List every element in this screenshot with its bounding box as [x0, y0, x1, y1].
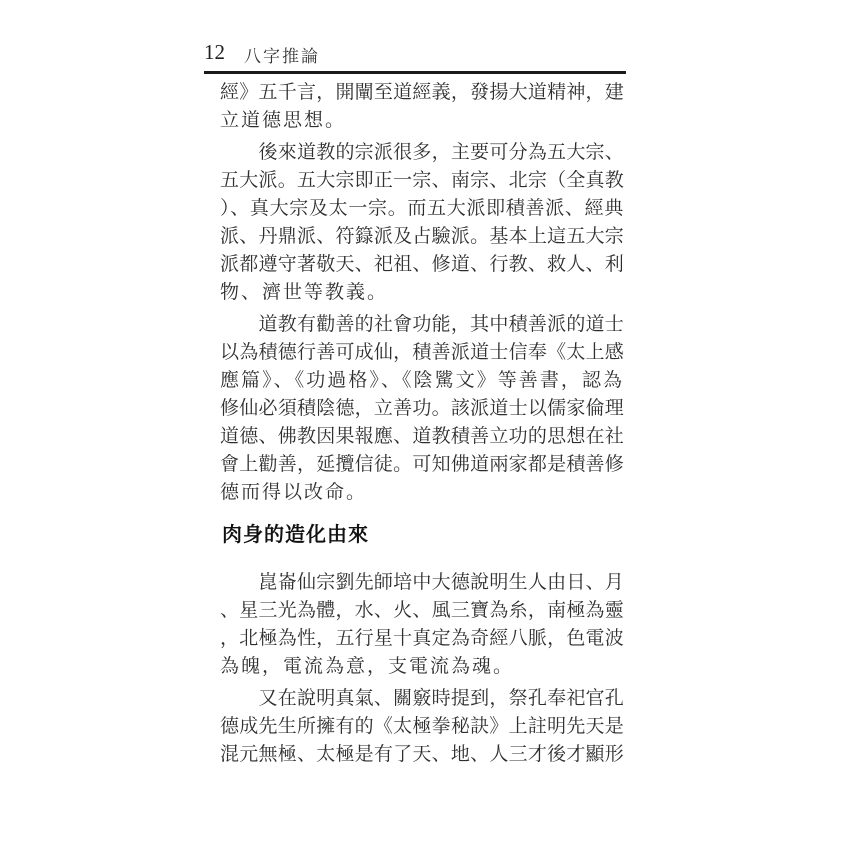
- text-line: 經》五千言，開闡至道經義，發揚大道精神，建: [220, 81, 625, 103]
- body-text: [220, 78, 624, 772]
- text-line: 會上勸善，延攬信徒。可知佛道兩家都是積善修: [220, 453, 625, 475]
- text-line: 德成先生所擁有的《太極拳秘訣》上註明先天是: [220, 715, 625, 737]
- text-line: 五大派。五大宗即正一宗、南宗、北宗（全真教: [220, 169, 625, 191]
- text-line: 為魄，電流為意，支電流為魂。: [220, 655, 515, 677]
- text-line: 派都遵守著敬天、祀祖、修道、行教、救人、利: [220, 253, 625, 275]
- text-line: 後來道教的宗派很多，主要可分為五大宗、: [220, 141, 625, 163]
- text-line: 物、濟世等教義。: [220, 281, 389, 303]
- text-line: 又在說明真氣、關竅時提到，祭孔奉祀官孔: [220, 687, 625, 709]
- paragraph: [220, 138, 624, 306]
- text-line: 修仙必須積陰德，立善功。該派道士以儒家倫理: [220, 397, 625, 419]
- paragraph: [220, 310, 624, 506]
- text-line: 派、丹鼎派、符籙派及占驗派。基本上這五大宗: [220, 225, 625, 247]
- paragraph: [220, 684, 624, 768]
- text-line: 應篇》、《功過格》、《陰騭文》等善書，認為: [220, 369, 625, 391]
- text-line: 、星三光為體，水、火、風三寶為糸，南極為靈: [220, 599, 625, 621]
- page-number: 12: [204, 40, 225, 64]
- text-line: 德而得以改命。: [220, 481, 368, 503]
- paragraphs-before-heading: [220, 78, 624, 506]
- text-line: 以為積德行善可成仙，積善派道士信奉《太上感: [220, 341, 625, 363]
- text-line: 道德、佛教因果報應、道教積善立功的思想在社: [220, 425, 625, 447]
- text-line: ）、真大宗及太一宗。而五大派即積善派、經典: [220, 197, 624, 219]
- section-heading: 肉身的造化由來: [222, 522, 369, 546]
- book-title: 八字推論: [244, 47, 320, 67]
- text-line: 混元無極、太極是有了天、地、人三才後才顯形: [220, 743, 625, 765]
- header-rule: [204, 71, 626, 74]
- text-line: 立道德思想。: [220, 109, 347, 131]
- text-line: 道教有勸善的社會功能，其中積善派的道士: [220, 313, 625, 335]
- paragraphs-after-heading: [220, 568, 624, 768]
- text-line: ，北極為性，五行星十真定為奇經八脈，色電波: [220, 627, 625, 649]
- paragraph: [220, 568, 624, 680]
- text-line: 崑崙仙宗劉先師培中大德說明生人由日、月: [220, 571, 625, 593]
- paragraph: [220, 78, 624, 134]
